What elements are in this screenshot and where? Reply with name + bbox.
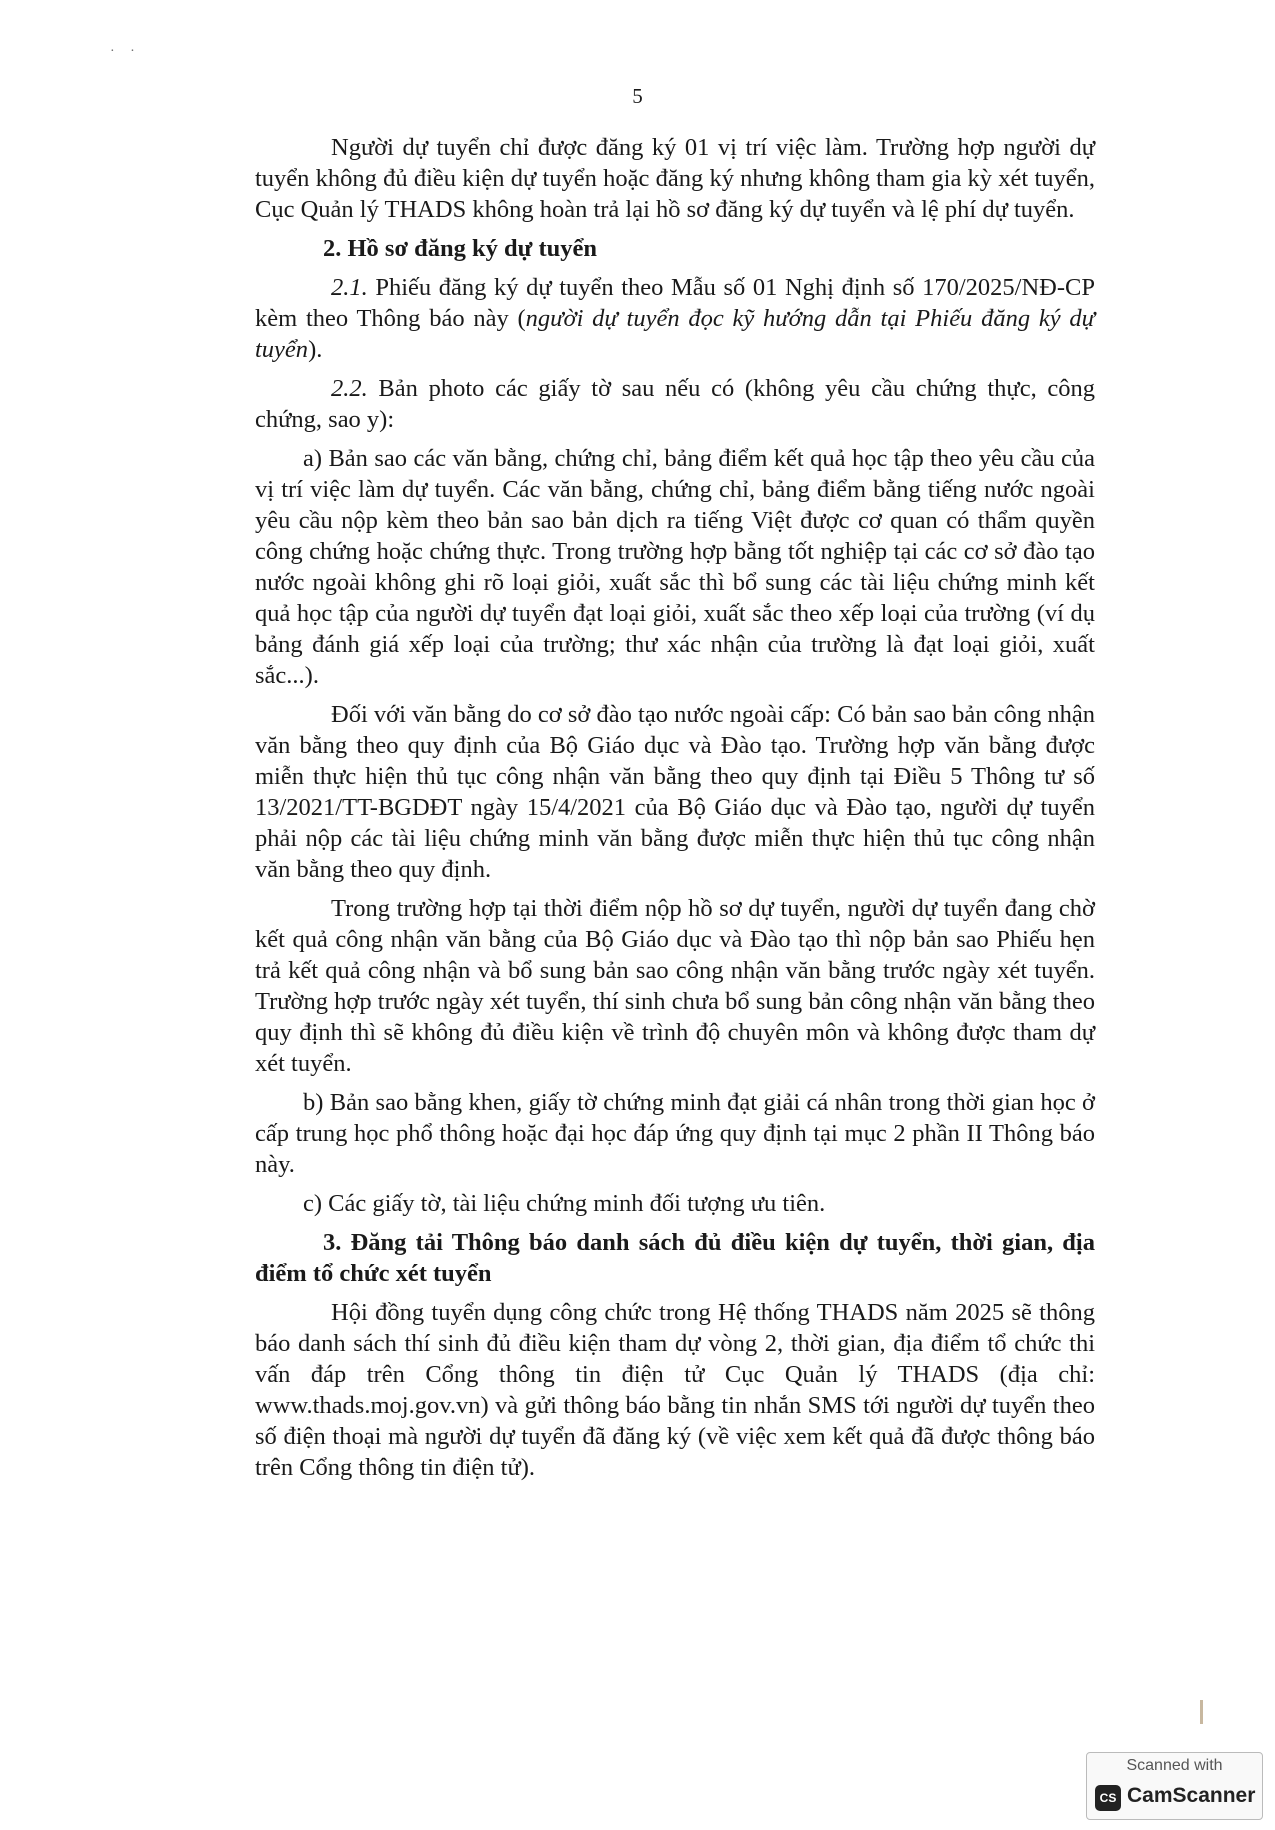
label-2-2: 2.2.: [331, 375, 368, 402]
paragraph-foreign-degree: Đối với văn bằng do cơ sở đào tạo nước ngoài cấp: Có bản sao bản công nhận văn bằng theo quy định của Bộ Giáo dục và Đào tạo. Trường hợp văn bằng được miễn thực hiện thủ tục công nhận văn bằng theo quy định tại Điều 5 Thông tư số 13/2021/TT-BGDĐT ngày 15/4/2021 của Bộ Giáo dục và Đào tạo, người dự tuyển phải nộp các tài liệu chứng minh văn bằng được miễn thực hiện thủ tục công nhận văn bằng theo quy định.: [255, 701, 1095, 883]
paragraph-item-b: b) Bản sao bằng khen, giấy tờ chứng minh đạt giải cá nhân trong thời gian học ở cấp trung học phổ thông hoặc đại học đáp ứng quy định tại mục 2 phần II Thông báo này.: [255, 1089, 1095, 1178]
paragraph-item-c: c) Các giấy tờ, tài liệu chứng minh đối tượng ưu tiên.: [303, 1190, 826, 1217]
page-number: 5: [632, 84, 643, 108]
scan-marks: · ·: [110, 44, 141, 59]
text-2-1: Phiếu đăng ký dự tuyển theo Mẫu số 01 Nghị định số 170/2025/NĐ-CP kèm theo Thông báo này (: [255, 274, 1095, 332]
camscanner-logo-icon: CS: [1095, 1785, 1121, 1811]
paragraph-registration-note: Người dự tuyển chỉ được đăng ký 01 vị trí việc làm. Trường hợp người dự tuyển không đủ điều kiện dự tuyển hoặc đăng ký nhưng không tham gia kỳ xét tuyển, Cục Quản lý THADS không hoàn trả lại hồ sơ đăng ký dự tuyển và lệ phí dự tuyển.: [255, 134, 1095, 223]
paragraph-announcement: Hội đồng tuyển dụng công chức trong Hệ thống THADS năm 2025 sẽ thông báo danh sách thí sinh đủ điều kiện tham dự vòng 2, thời gian, địa điểm tổ chức thi vấn đáp trên Cổng thông tin điện tử Cục Quản lý THADS (địa chỉ: www.thads.moj.gov.vn) và gửi thông báo bằng tin nhắn SMS tới người dự tuyển theo số điện thoại mà người dự tuyển đã đăng ký (về việc xem kết quả đã được thông báo trên Cổng thông tin điện tử).: [255, 1299, 1095, 1481]
camscanner-badge: [1086, 1752, 1263, 1820]
paragraph-2-1: [255, 272, 1095, 365]
end-2-1: ).: [308, 336, 323, 363]
badge-scanned-with: Scanned with: [1126, 1757, 1223, 1774]
paragraph-waiting-recognition: Trong trường hợp tại thời điểm nộp hồ sơ dự tuyển, người dự tuyển đang chờ kết quả công nhận văn bằng của Bộ Giáo dục và Đào tạo thì nộp bản sao Phiếu hẹn trả kết quả công nhận và bổ sung bản sao công nhận văn bằng trước ngày xét tuyển. Trường hợp trước ngày xét tuyển, thí sinh chưa bổ sung bản công nhận văn bằng theo quy định thì sẽ không đủ điều kiện về trình độ chuyên môn và không được tham dự xét tuyển.: [255, 895, 1095, 1077]
italic-2-1: người dự tuyển đọc kỹ hướng dẫn tại Phiếu đăng ký dự tuyển: [255, 305, 1095, 363]
section-heading-2: 2. Hồ sơ đăng ký dự tuyển: [323, 235, 598, 262]
scan-stain: [1200, 1700, 1203, 1724]
document-body: [255, 132, 1095, 1491]
text-2-2: Bản photo các giấy tờ sau nếu có (không yêu cầu chứng thực, công chứng, sao y):: [255, 375, 1095, 433]
badge-brand-name: CamScanner: [1127, 1784, 1256, 1807]
section-heading-3: 3. Đăng tải Thông báo danh sách đủ điều kiện dự tuyển, thời gian, địa điểm tổ chức xét tuyển: [255, 1229, 1095, 1287]
paragraph-2-2: [255, 373, 1095, 435]
label-2-1: 2.1.: [331, 274, 368, 301]
paragraph-item-a: a) Bản sao các văn bằng, chứng chỉ, bảng điểm kết quả học tập theo yêu cầu của vị trí việc làm dự tuyển. Các văn bằng, chứng chỉ, bảng điểm bằng tiếng nước ngoài yêu cầu nộp kèm theo bản sao bản dịch ra tiếng Việt được cơ quan có thẩm quyền công chứng hoặc chứng thực. Trong trường hợp bằng tốt nghiệp tại các cơ sở đào tạo nước ngoài không ghi rõ loại giỏi, xuất sắc thì bổ sung các tài liệu chứng minh kết quả học tập của người dự tuyển đạt loại giỏi, xuất sắc theo xếp loại của trường (ví dụ bảng đánh giá xếp loại của trường; thư xác nhận của trường là đạt loại giỏi, xuất sắc...).: [255, 445, 1095, 689]
